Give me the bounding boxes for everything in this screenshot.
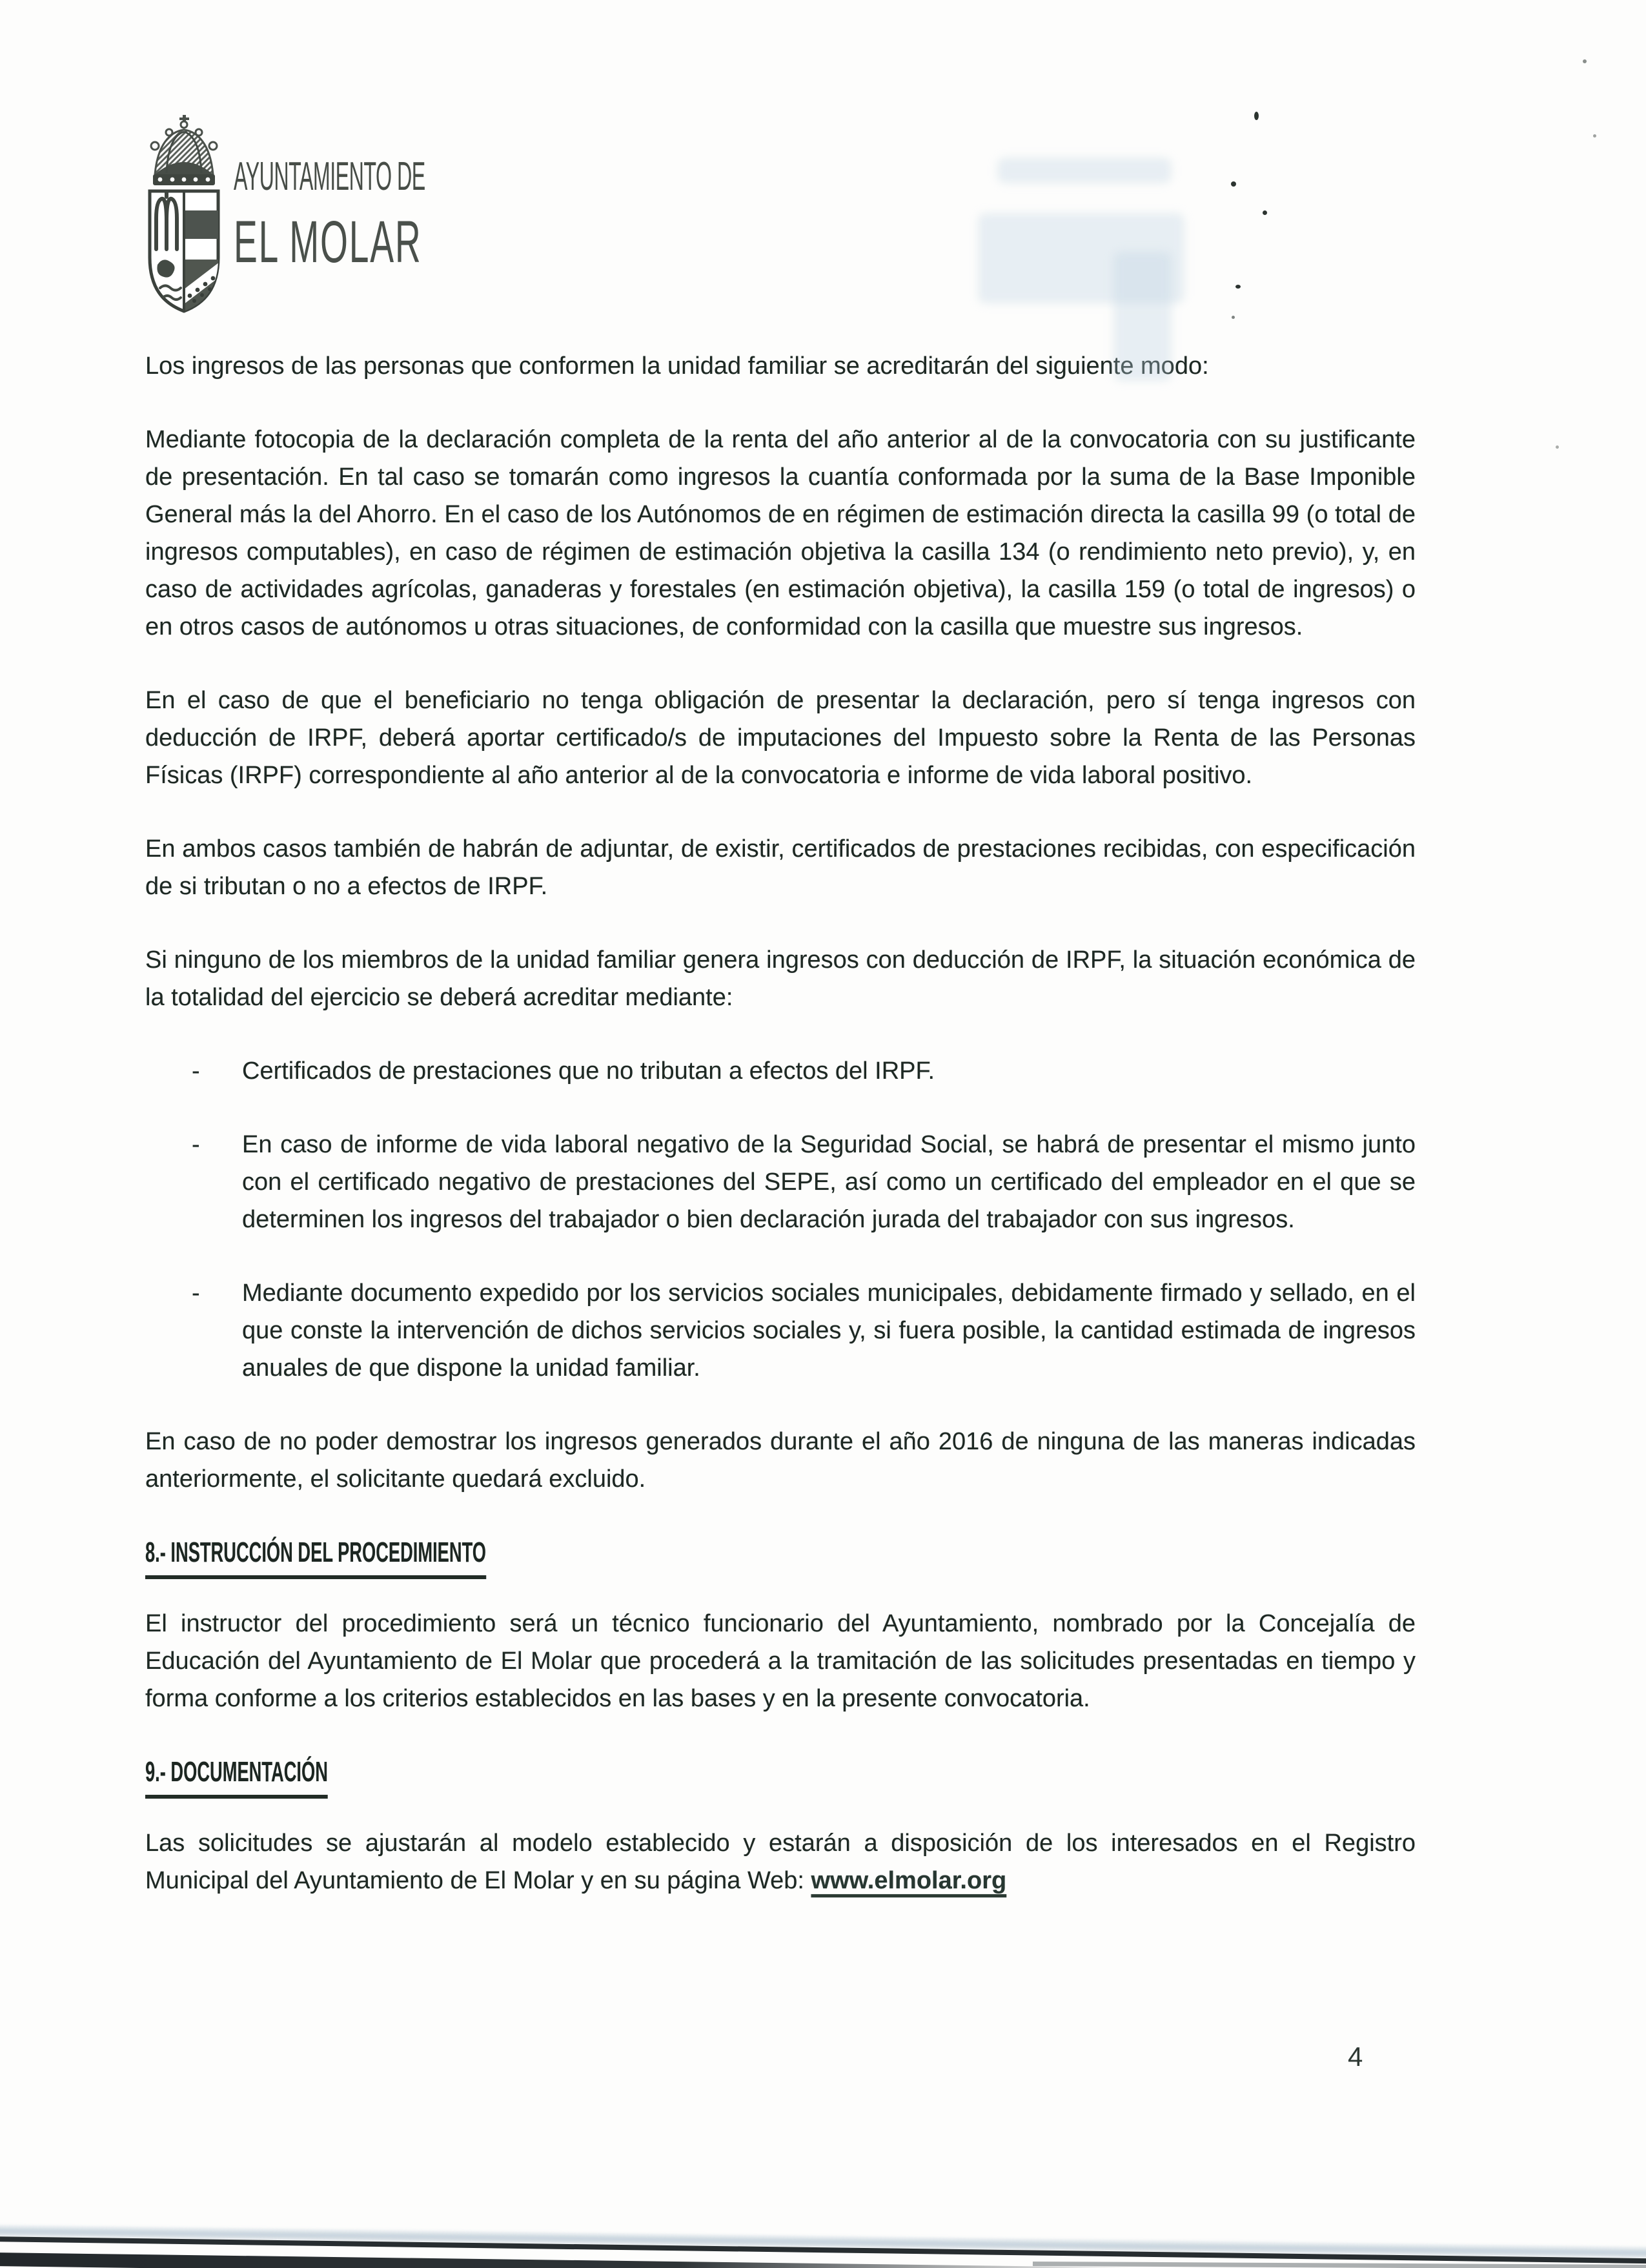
- organization-name: [234, 154, 602, 276]
- letterhead: [0, 0, 1646, 349]
- scan-speck: [1583, 59, 1587, 63]
- web-link: www.elmolar.org: [811, 1867, 1007, 1894]
- list-item: [145, 1052, 1416, 1090]
- bullet-dash: -: [192, 1280, 200, 1307]
- section-heading-9: 9.- DOCUMENTACIÓN: [145, 1753, 1416, 1799]
- paragraph-no-demostrar: En caso de no poder demostrar los ingresos generados durante el año 2016 de ninguna de las maneras indicadas anteriormente, el solicitante quedará excluido.: [145, 1428, 1416, 1493]
- scan-speck: [1556, 445, 1559, 449]
- scan-speck: [1254, 112, 1259, 120]
- section-heading-8: 8.- INSTRUCCIÓN DEL PROCEDIMIENTO: [145, 1534, 1416, 1579]
- paragraph-ambos-casos: En ambos casos también de habrán de adjuntar, de existir, certificados de prestaciones recibidas, con especificación de si tributan o no a efectos de IRPF.: [145, 835, 1416, 900]
- bleedthrough-ghost: [997, 158, 1172, 183]
- bullet-text: En caso de informe de vida laboral negativo de la Seguridad Social, se habrá de presentar el mismo junto con el certificado negativo de prestaciones del SEPE, así como un certificado del empleador en el que se determinen los ingresos del trabajador o bien declaración jurada del trabajador con sus ingresos.: [242, 1131, 1416, 1233]
- scan-speck: [1231, 181, 1236, 187]
- bullet-dash: -: [192, 1057, 200, 1085]
- scan-speck: [1235, 285, 1241, 289]
- paragraph-documentacion-text: Las solicitudes se ajustarán al modelo establecido y estarán a disposición de los interesados en el Registro Municipal del Ayuntamiento de El Molar y en su página Web:: [145, 1830, 1416, 1894]
- shield-icon: [150, 185, 219, 319]
- paragraph-si-ninguno: Si ninguno de los miembros de la unidad familiar genera ingresos con deducción de IRPF, la situación económica de la totalidad del ejercicio se deberá acreditar mediante:: [145, 946, 1416, 1011]
- document-body: [145, 347, 1416, 1936]
- bullet-text: Mediante documento expedido por los servicios sociales municipales, debidamente firmado y sellado, en el que conste la intervención de dichos servicios sociales y, si fuera posible, la cantidad estimada de ingresos anuales de que dispone la unidad familiar.: [242, 1280, 1416, 1382]
- bleedthrough-ghost: [1113, 252, 1172, 381]
- org-name-line2: EL MOLAR: [234, 209, 422, 275]
- page-number: 4: [1348, 2041, 1363, 2072]
- scan-speck: [1232, 316, 1235, 319]
- list-item: [145, 1126, 1416, 1238]
- scan-speck: [1263, 210, 1267, 215]
- paragraph-intro: Los ingresos de las personas que conformen la unidad familiar se acreditarán del siguiente modo:: [145, 352, 1209, 380]
- list-item: [145, 1274, 1416, 1387]
- paragraph-instructor: El instructor del procedimiento será un técnico funcionario del Ayuntamiento, nombrado por la Concejalía de Educación del Ayuntamiento de El Molar que procederá a la tramitación de las solicitudes presentadas en tiempo y forma conforme a los criterios establecidos en las bases y en la presente convocatoria.: [145, 1610, 1416, 1712]
- org-name-line1: AYUNTAMIENTO DE: [234, 154, 425, 199]
- paragraph-renta: Mediante fotocopia de la declaración completa de la renta del año anterior al de la convocatoria con su justificante de presentación. En tal caso se tomarán como ingresos la cuantía conformada por la suma de la Base Imponible General más la del Ahorro. En el caso de los Autónomos de en régimen de estimación directa la casilla 99 (o total de ingresos computables), en caso de régimen de estimación objetiva la casilla 134 (o rendimiento neto previo), y, en caso de actividades agrícolas, ganaderas y forestales (en estimación objetiva), la casilla 159 (o total de ingresos) o en otros casos de autónomos u otras situaciones, de conformidad con la casilla que muestre sus ingresos.: [145, 426, 1416, 640]
- scan-speck: [1593, 134, 1596, 138]
- paragraph-beneficiario: En el caso de que el beneficiario no tenga obligación de presentar la declaración, pero sí tenga ingresos con deducción de IRPF, deberá aportar certificado/s de imputaciones del Impuesto sobre la Renta de las Personas Físicas (IRPF) correspondiente al año anterior al de la convocatoria e informe de vida laboral positivo.: [145, 687, 1416, 789]
- scan-bottom-edge-shadow: [0, 2253, 1136, 2268]
- crown-icon: [151, 115, 217, 185]
- bullet-dash: -: [192, 1131, 200, 1158]
- paragraph-documentacion: [145, 1824, 1416, 1899]
- coat-of-arms-logo: [138, 112, 230, 320]
- bullet-text: Certificados de prestaciones que no tributan a efectos del IRPF.: [242, 1057, 935, 1085]
